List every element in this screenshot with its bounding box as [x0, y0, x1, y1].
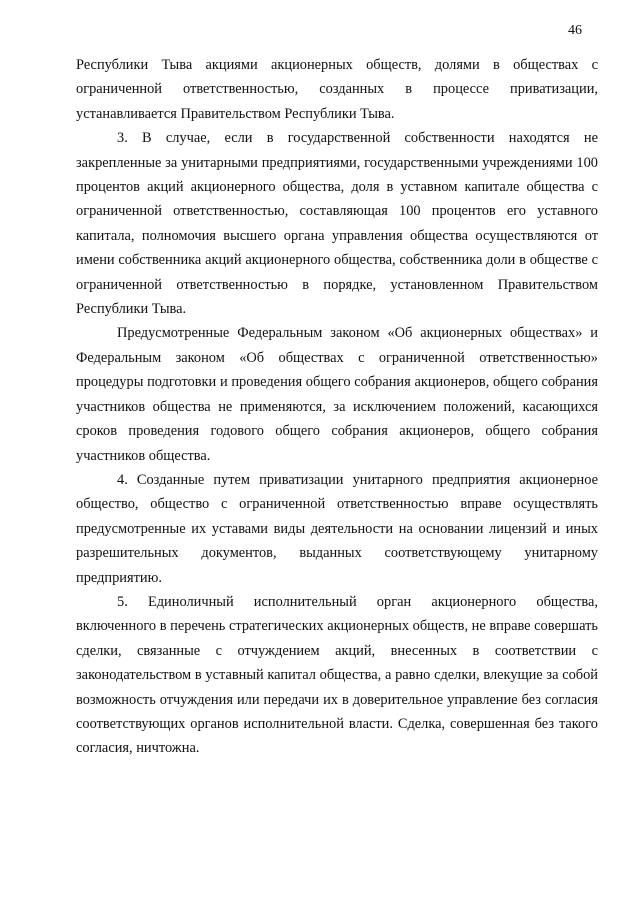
- paragraph-continuation: Республики Тыва акциями акционерных обществ, долями в обществах с ограниченной ответственностью, созданных в процессе приватизации, устанавливается Правительством Республики Тыва.: [76, 57, 598, 122]
- paragraph-clause-5: 5. Единоличный исполнительный орган акционерного общества, включенного в перечень стратегических акционерных обществ, не вправе совершать сделки, связанные с отчуждением акций, внесенных в соответствии с законодательством в уставный капитал общества, а равно сделки, влекущие за собой возможность отчуждения или передачи их в доверительное управление без согласия соответствующих органов исполнительной власти. Сделка, совершенная без такого согласия, ничтожна.: [76, 593, 598, 757]
- document-body: [76, 53, 598, 761]
- paragraph-federal-law-procedures: Предусмотренные Федеральным законом «Об акционерных обществах» и Федеральным законом «Об обществах с ограниченной ответственностью» процедуры подготовки и проведения общего собрания акционеров, общего собрания участников общества не применяются, за исключением положений, касающихся сроков проведения годового общего собрания акционеров, общего собрания участников общества.: [76, 325, 598, 464]
- paragraph-clause-4: 4. Созданные путем приватизации унитарного предприятия акционерное общество, общество с ограниченной ответственностью вправе осуществлять предусмотренные их уставами виды деятельности на основании лицензий и иных разрешительных документов, выданных соответствующему унитарному предприятию.: [76, 471, 598, 586]
- page-number: 46: [568, 23, 582, 38]
- paragraph-clause-3: 3. В случае, если в государственной собственности находятся не закрепленные за унитарными предприятиями, государственными учреждениями 100 процентов акций акционерного общества, доля в уставном капитале общества с ограниченной ответственностью, составляющая 100 процентов его уставного капитала, полномочия высшего органа управления общества осуществляются от имени собственника акций акционерного общества, собственника доли в обществе с ограниченной ответственностью в порядке, установленном Правительством Республики Тыва.: [76, 130, 598, 318]
